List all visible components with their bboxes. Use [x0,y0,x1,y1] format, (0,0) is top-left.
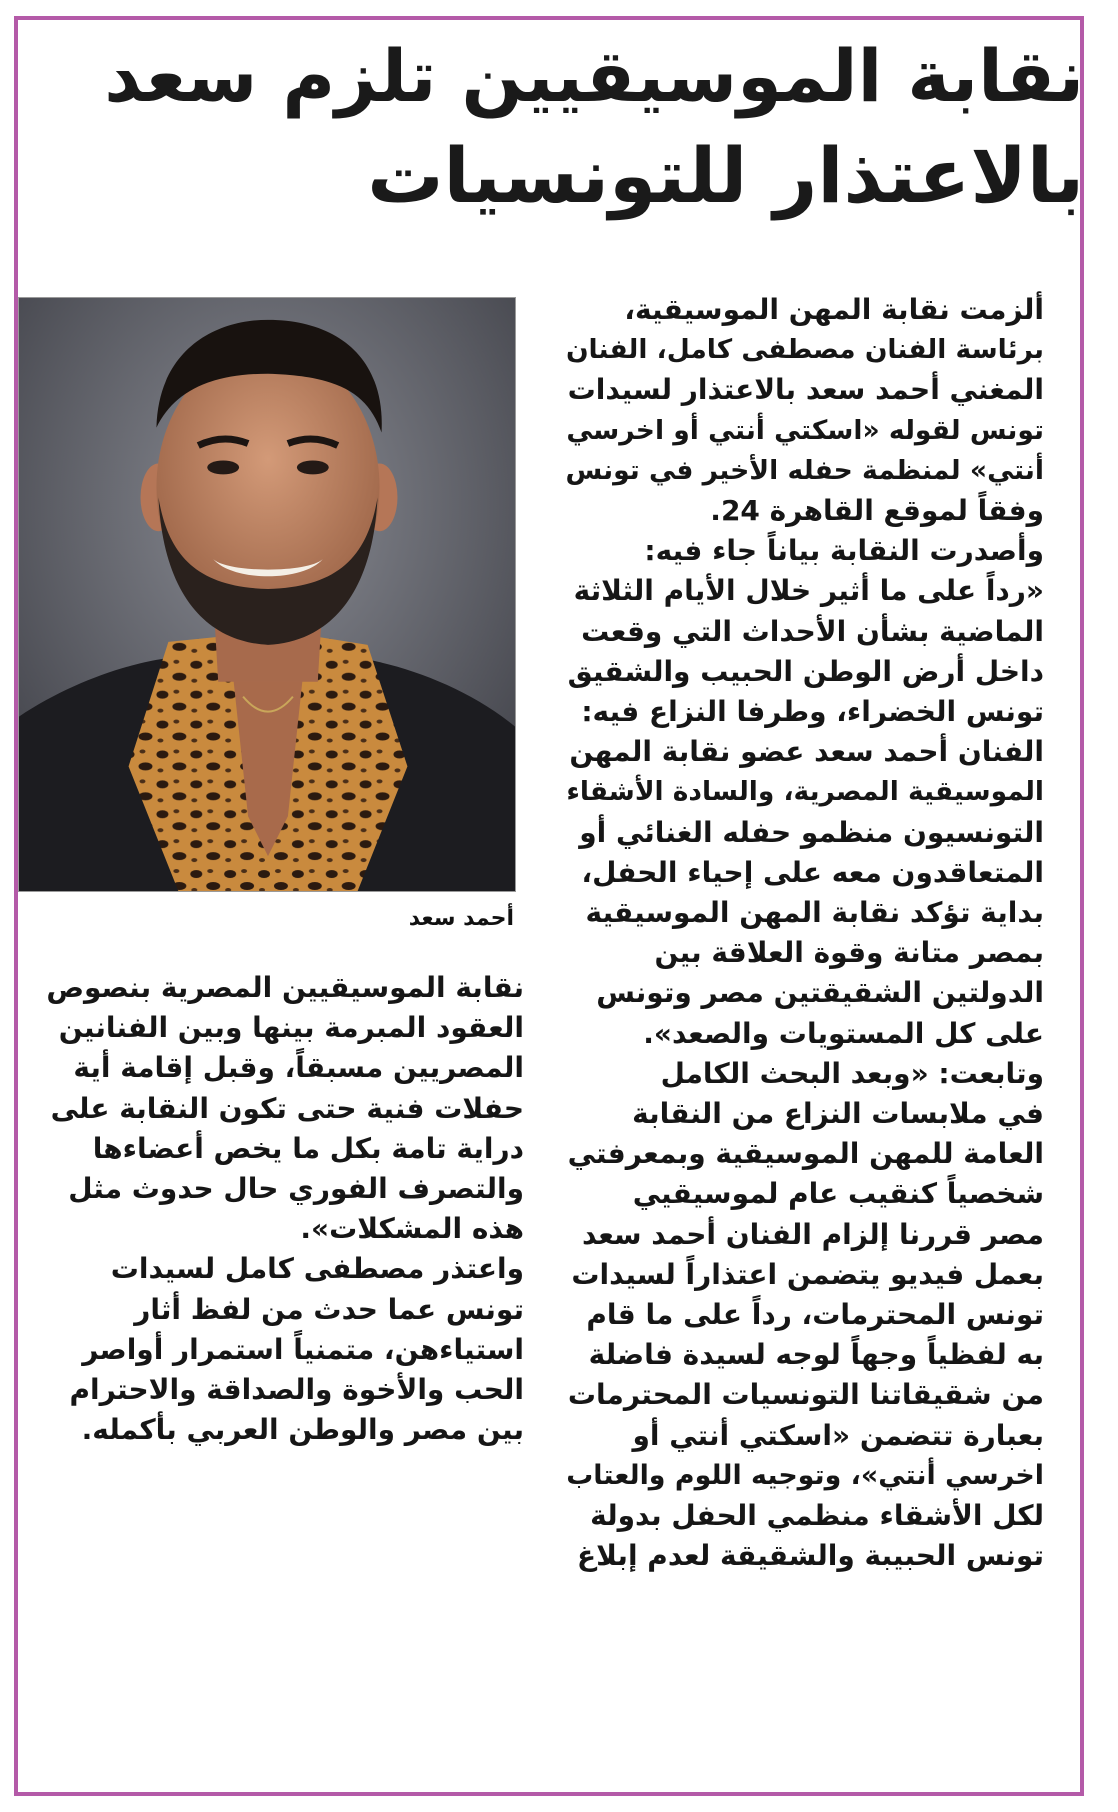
body-line: دراية تامة بكل ما يخص أعضاءها [92,1131,524,1165]
body-line: استياءهن، متمنياً استمرار أواصر [82,1332,524,1366]
body-line: الدولتين الشقيقتين مصر وتونس [596,976,1044,1010]
body-line: الماضية بشأن الأحداث التي وقعت [581,614,1044,648]
headline-line-2: بالاعتذار للتونسيات [367,131,1084,220]
body-line: حفلات فنية حتى تكون النقابة على [50,1091,524,1125]
body-line: «رداً على ما أثير خلال الأيام الثلاثة [573,574,1044,608]
body-line: على كل المستويات والصعد». [643,1016,1044,1050]
body-line: التونسيون منظمو حفله الغنائي أو [579,815,1044,849]
body-line: تونس عما حدث من لفظ أثار [134,1292,524,1326]
body-line: الموسيقية المصرية، والسادة الأشقاء [566,776,1044,808]
body-line: في ملابسات النزاع من النقابة [632,1097,1044,1131]
body-line: داخل أرض الوطن الحبيب والشقيق [567,654,1044,688]
body-line: واعتذر مصطفى كامل لسيدات [110,1252,524,1286]
body-line: تونس لقوله «اسكتي أنتي أو اخرسي [566,414,1044,446]
body-line: شخصياً كنقيب عام لموسيقيي [632,1177,1044,1211]
headline-line-1: نقابة الموسيقيين تلزم سعد [104,34,1084,118]
body-line: وتابعت: «وبعد البحث الكامل [660,1056,1044,1090]
body-line: والتصرف الفوري حال حدوث مثل [68,1172,524,1206]
body-line: وأصدرت النقابة بياناً جاء فيه: [644,534,1044,568]
body-line: برئاسة الفنان مصطفى كامل، الفنان [565,334,1044,366]
article-headline [84,26,1084,226]
body-line: تونس المحترمات، رداً على ما قام [586,1298,1044,1332]
body-line: المتعاقدون معه على إحياء الحفل، [581,855,1044,889]
article-photo [18,297,516,892]
body-line: بين مصر والوطن العربي بأكمله. [81,1413,524,1447]
body-line: ألزمت نقابة المهن الموسيقية، [624,293,1044,326]
body-line: نقابة الموسيقيين المصرية بنصوص [46,971,524,1004]
body-line: المغني أحمد سعد بالاعتذار لسيدات [567,373,1044,407]
body-line: من شقيقاتنا التونسيات المحترمات [567,1378,1044,1412]
body-line: بداية تؤكد نقابة المهن الموسيقية [585,896,1044,930]
body-line: مصر قررنا إلزام الفنان أحمد سعد [582,1217,1044,1251]
body-line: العقود المبرمة بينها وبين الفنانين [58,1011,524,1045]
body-line: الحب والأخوة والصداقة والاحترام [69,1373,524,1407]
portrait-image [19,298,515,891]
body-line: لكل الأشقاء منظمي الحفل بدولة [590,1499,1044,1533]
article-column-right [556,290,1044,1577]
body-line: وفقاً لموقع القاهرة 24. [710,494,1044,528]
body-line: الفنان أحمد سعد عضو نقابة المهن [569,735,1044,769]
body-line: به لفظياً وجهاً لوجه لسيدة فاضلة [588,1338,1044,1372]
body-line: بعبارة تتضمن «اسكتي أنتي أو [632,1418,1044,1452]
body-line: العامة للمهن الموسيقية وبمعرفتي [567,1137,1044,1171]
body-line: بعمل فيديو يتضمن اعتذاراً لسيدات [571,1257,1044,1291]
body-line: بمصر متانة وقوة العلاقة بين [654,936,1044,970]
body-line: أنتي» لمنظمة حفله الأخير في تونس [565,454,1044,486]
body-line: تونس الخضراء، وطرفا النزاع فيه: [581,695,1044,729]
body-line: اخرسي أنتي»، وتوجيه اللوم والعتاب [566,1459,1044,1491]
body-line: هذه المشكلات». [300,1212,524,1246]
photo-caption: أحمد سعد [408,906,514,931]
article-column-left [36,968,524,1450]
body-line: المصريين مسبقاً، وقبل إقامة أية [73,1051,524,1085]
body-line: تونس الحبيبة والشقيقة لعدم إبلاغ [577,1539,1044,1573]
